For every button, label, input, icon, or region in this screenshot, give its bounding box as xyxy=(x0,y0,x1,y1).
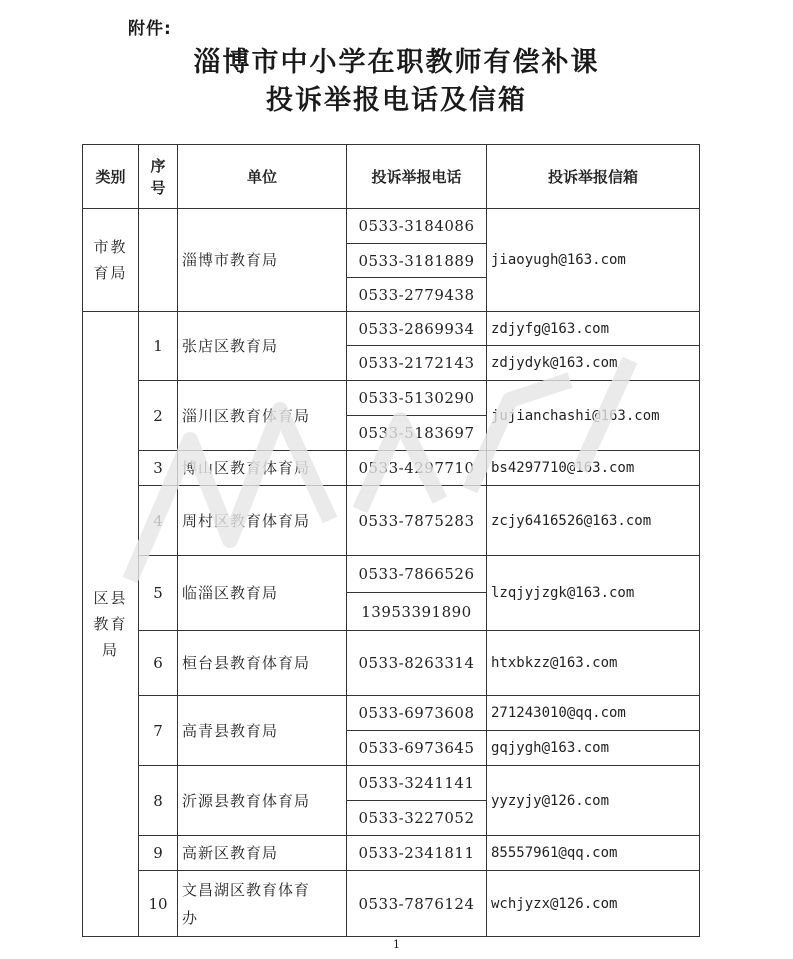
header-seq-line-1: 序 xyxy=(150,156,166,175)
mail-cell: yyzyjy@126.com xyxy=(487,766,700,836)
phone-cell: 0533-3227052 xyxy=(347,801,487,836)
unit-cell: 桓台县教育体育局 xyxy=(178,631,347,696)
header-category: 类别 xyxy=(83,145,139,209)
table-row xyxy=(83,451,700,486)
table-row xyxy=(83,486,700,556)
phone-cell: 0533-3181889 xyxy=(347,244,487,278)
unit-cell: 沂源县教育体育局 xyxy=(178,766,347,836)
mail-cell: bs4297710@163.com xyxy=(487,451,700,486)
phone-cell: 0533-7866526 xyxy=(347,556,487,593)
seq-cell: 5 xyxy=(139,556,178,631)
table-header-row xyxy=(83,145,700,209)
complaint-contact-table xyxy=(82,144,700,937)
mail-cell: jujianchashi@163.com xyxy=(487,381,700,451)
table-row xyxy=(83,836,700,871)
phone-cell: 0533-5130290 xyxy=(347,381,487,416)
phone-cell: 0533-3184086 xyxy=(347,209,487,244)
mail-cell: 271243010@qq.com xyxy=(487,696,700,731)
phone-cell: 0533-5183697 xyxy=(347,416,487,451)
unit-city: 淄博市教育局 xyxy=(178,209,347,312)
category-city xyxy=(83,209,139,312)
table-row xyxy=(83,381,700,416)
mail-cell: jiaoyugh@163.com xyxy=(487,209,700,312)
unit-cell: 张店区教育局 xyxy=(178,312,347,381)
seq-cell: 4 xyxy=(139,486,178,556)
unit-cell: 高新区教育局 xyxy=(178,836,347,871)
unit-cell: 临淄区教育局 xyxy=(178,556,347,631)
phone-cell: 0533-6973645 xyxy=(347,731,487,766)
seq-city xyxy=(139,209,178,312)
page-number: 1 xyxy=(393,938,400,951)
mail-cell: 85557961@qq.com xyxy=(487,836,700,871)
mail-cell: wchjyzx@126.com xyxy=(487,871,700,937)
unit-cell xyxy=(178,871,347,937)
unit-cell: 周村区教育体育局 xyxy=(178,486,347,556)
seq-cell: 7 xyxy=(139,696,178,766)
header-mail: 投诉举报信箱 xyxy=(487,145,700,209)
seq-cell: 2 xyxy=(139,381,178,451)
unit-cell: 高青县教育局 xyxy=(178,696,347,766)
unit-cell: 淄川区教育体育局 xyxy=(178,381,347,451)
table-row xyxy=(83,696,700,731)
seq-cell: 8 xyxy=(139,766,178,836)
phone-cell: 0533-2172143 xyxy=(347,346,487,381)
phone-cell: 0533-4297710 xyxy=(347,451,487,486)
category-city-line-2: 育局 xyxy=(93,264,128,282)
phone-cell: 0533-2341811 xyxy=(347,836,487,871)
seq-cell: 3 xyxy=(139,451,178,486)
header-unit: 单位 xyxy=(178,145,347,209)
phone-cell: 0533-8263314 xyxy=(347,631,487,696)
mail-cell: zcjy6416526@163.com xyxy=(487,486,700,556)
seq-cell: 1 xyxy=(139,312,178,381)
phone-cell: 0533-2869934 xyxy=(347,312,487,346)
seq-cell: 9 xyxy=(139,836,178,871)
phone-cell: 0533-3241141 xyxy=(347,766,487,801)
header-seq xyxy=(139,145,178,209)
seq-cell: 10 xyxy=(139,871,178,937)
header-seq-line-2: 号 xyxy=(150,178,166,197)
header-phone: 投诉举报电话 xyxy=(347,145,487,209)
mail-cell: lzqjyjzgk@163.com xyxy=(487,556,700,631)
unit-cell-line-2: 办 xyxy=(182,908,199,927)
category-district-line-2: 教育 xyxy=(93,615,128,633)
attachment-label: 附件: xyxy=(128,19,172,39)
table-row xyxy=(83,556,700,593)
table-row xyxy=(83,766,700,801)
seq-cell: 6 xyxy=(139,631,178,696)
phone-cell: 13953391890 xyxy=(347,593,487,631)
category-city-line-1: 市教 xyxy=(93,238,128,256)
phone-cell: 0533-7875283 xyxy=(347,486,487,556)
table-row xyxy=(83,209,700,244)
unit-cell: 博山区教育体育局 xyxy=(178,451,347,486)
page-title-line-1: 淄博市中小学在职教师有偿补课 xyxy=(193,47,600,78)
unit-cell-line-1: 文昌湖区教育体育 xyxy=(182,880,311,899)
category-district-line-1: 区县 xyxy=(93,589,128,607)
phone-cell: 0533-6973608 xyxy=(347,696,487,731)
category-district xyxy=(83,312,139,937)
phone-cell: 0533-2779438 xyxy=(347,278,487,312)
table-row xyxy=(83,871,700,937)
mail-cell: zdjydyk@163.com xyxy=(487,346,700,381)
mail-cell: htxbkzz@163.com xyxy=(487,631,700,696)
table-row xyxy=(83,312,700,346)
category-district-line-3: 局 xyxy=(101,641,119,659)
phone-cell: 0533-7876124 xyxy=(347,871,487,937)
page-title-line-2: 投诉举报电话及信箱 xyxy=(266,85,527,116)
table-row xyxy=(83,631,700,696)
mail-cell: zdjyfg@163.com xyxy=(487,312,700,346)
mail-cell: gqjygh@163.com xyxy=(487,731,700,766)
